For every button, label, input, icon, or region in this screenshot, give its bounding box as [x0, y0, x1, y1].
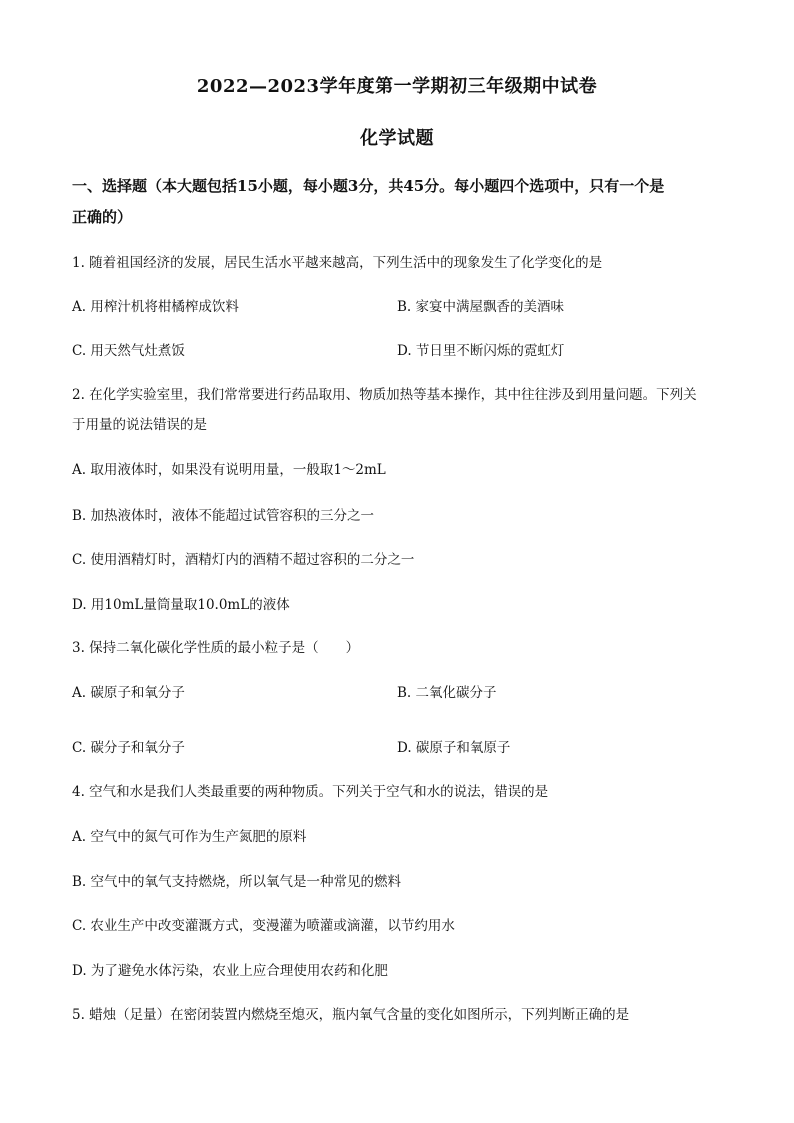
question-4-stem: 4. 空气和水是我们人类最重要的两种物质。下列关于空气和水的说法，错误的是 — [72, 784, 549, 800]
section-heading-line2: 正确的） — [72, 208, 133, 226]
question-4-option-b: B. 空气中的氧气支持燃烧，所以氧气是一种常见的燃料 — [72, 874, 402, 890]
question-4-option-c: C. 农业生产中改变灌溉方式，变漫灌为喷灌或滴灌，以节约用水 — [72, 918, 455, 934]
question-1-option-d: D. 节日里不断闪烁的霓虹灯 — [397, 343, 565, 359]
question-3-stem: 3. 保持二氧化碳化学性质的最小粒子是（ ） — [72, 640, 360, 656]
section-heading-line1: 一、选择题（本大题包括15小题，每小题3分，共45分。每小题四个选项中，只有一个是 — [72, 177, 665, 195]
question-1-option-b: B. 家宴中满屋飘香的美酒味 — [397, 299, 565, 315]
question-2-stem-line1: 2. 在化学实验室里，我们常常要进行药品取用、物质加热等基本操作，其中往往涉及到用量问题。下列关 — [72, 387, 697, 403]
question-3-option-a: A. 碳原子和氧分子 — [72, 685, 185, 701]
question-1-option-a: A. 用榨汁机将柑橘榨成饮料 — [72, 299, 239, 315]
question-1-option-c: C. 用天然气灶煮饭 — [72, 343, 185, 359]
question-2-option-a: A. 取用液体时，如果没有说明用量，一般取1～2mL — [72, 462, 386, 478]
question-2-option-c: C. 使用酒精灯时，酒精灯内的酒精不超过容积的二分之一 — [72, 552, 415, 568]
question-3-option-c: C. 碳分子和氧分子 — [72, 740, 185, 756]
subject-title: 化学试题 — [360, 128, 434, 149]
question-4-option-a: A. 空气中的氮气可作为生产氮肥的原料 — [72, 829, 307, 845]
question-3-option-b: B. 二氧化碳分子 — [397, 685, 497, 701]
question-2-option-d: D. 用10mL量筒量取10.0mL的液体 — [72, 597, 290, 613]
question-4-option-d: D. 为了避免水体污染，农业上应合理使用农药和化肥 — [72, 963, 388, 979]
question-2-option-b: B. 加热液体时，液体不能超过试管容积的三分之一 — [72, 508, 375, 524]
exam-title: 2022—2023学年度第一学期初三年级期中试卷 — [196, 76, 598, 97]
question-3-option-d: D. 碳原子和氧原子 — [397, 740, 511, 756]
question-1-stem: 1. 随着祖国经济的发展，居民生活水平越来越高，下列生活中的现象发生了化学变化的是 — [72, 255, 603, 271]
question-5-stem: 5. 蜡烛（足量）在密闭装置内燃烧至熄灭，瓶内氧气含量的变化如图所示，下列判断正确的是 — [72, 1007, 630, 1023]
question-2-stem-line2: 于用量的说法错误的是 — [72, 417, 207, 433]
